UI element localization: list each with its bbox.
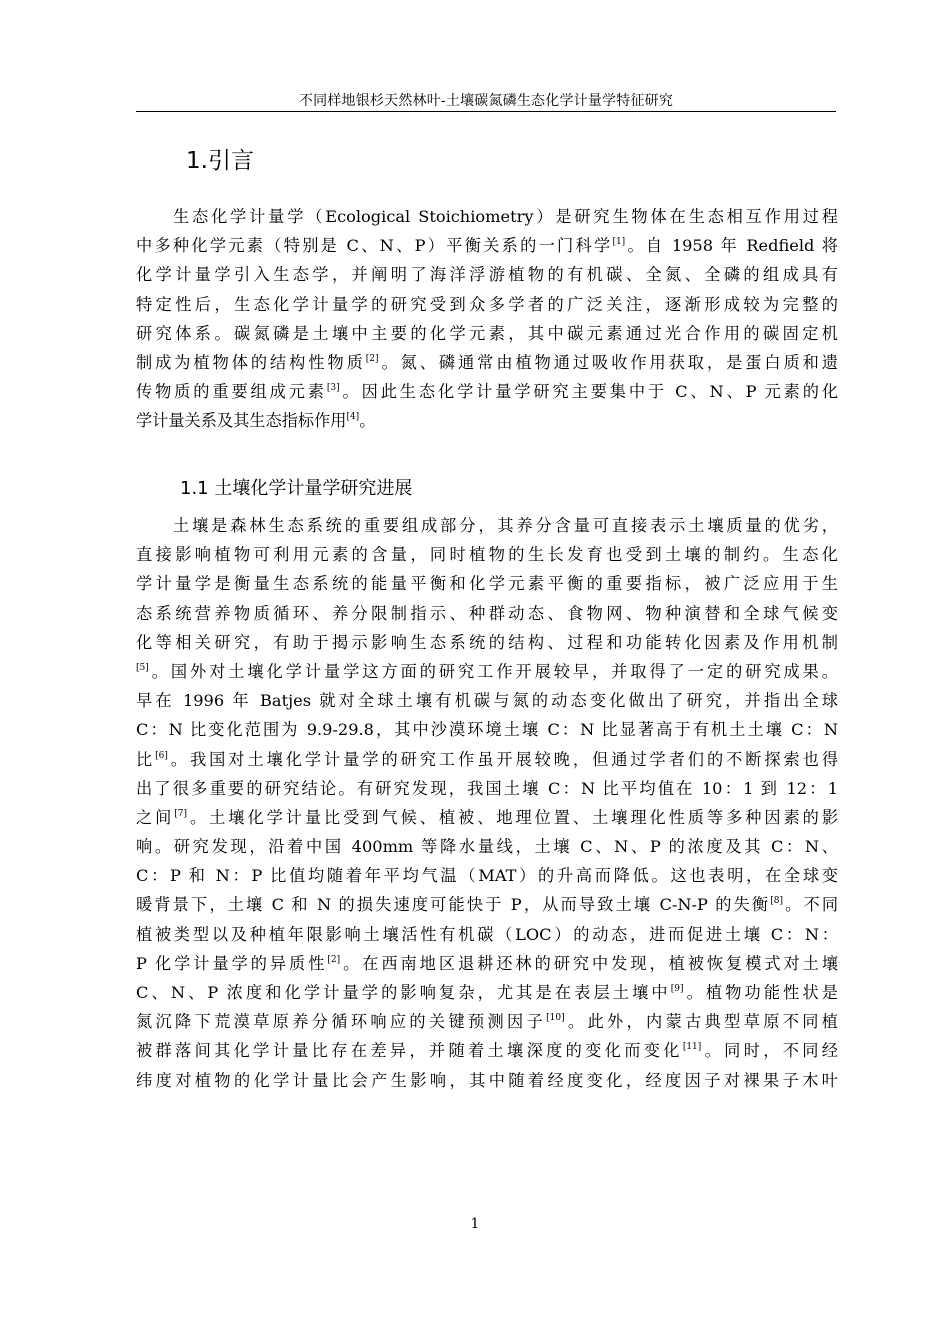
text-line: 响。研究发现，沿着中国 400mm 等降水量线，土壤 C、N、P 的浓度及其 C：N、 bbox=[136, 837, 838, 857]
citation: [2] bbox=[327, 954, 341, 965]
text-line: 特定性后，生态化学计量学的研究受到众多学者的广泛关注，逐渐形成较为完整的 bbox=[136, 294, 838, 314]
text-line: C：P 和 N：P 比值均随着年平均气温（MAT）的升高而降低。这也表明，在全球变 bbox=[136, 866, 838, 886]
citation: [1] bbox=[612, 237, 626, 248]
text-line: 生态化学计量学（Ecological Stoichiometry）是研究生物体在生态相互作用过程 bbox=[173, 207, 838, 226]
paragraph-soil-stoichiometry bbox=[136, 511, 838, 1095]
citation: [10] bbox=[546, 1013, 565, 1024]
text-line: 暖背景下，土壤 C 和 N 的损失速度可能快于 P，从而导致土壤 C-N-P 的失衡[8]。不同 bbox=[136, 895, 838, 915]
paragraph-intro bbox=[136, 202, 838, 436]
text-line: 被群落间其化学计量比存在差异，并随着土壤深度的变化而变化[11]。同时，不同经 bbox=[136, 1041, 838, 1061]
text-line: 氮沉降下荒漠草原养分循环响应的关键预测因子[10]。此外，内蒙古典型草原不同植 bbox=[136, 1012, 838, 1032]
text-line: C：N 比变化范围为 9.9-29.8，其中沙漠环境土壤 C：N 比显著高于有机土土壤 C：N bbox=[136, 720, 838, 740]
text-line: 传物质的重要组成元素[3]。因此生态化学计量学研究主要集中于 C、N、P 元素的化 bbox=[136, 382, 838, 402]
text-line: 学计量学是衡量生态系统的能量平衡和化学元素平衡的重要指标，被广泛应用于生 bbox=[136, 574, 838, 594]
text-line: 植被类型以及种植年限影响土壤活性有机碳（LOC）的动态，进而促进土壤 C：N： bbox=[136, 924, 838, 944]
text-line: 学计量关系及其生态指标作用[4]。 bbox=[136, 411, 376, 431]
text-line: 土壤是森林生态系统的重要组成部分，其养分含量可直接表示土壤质量的优劣， bbox=[173, 516, 838, 535]
section-heading: 1.引言 bbox=[186, 148, 254, 174]
citation: [6] bbox=[155, 750, 168, 761]
citation: [8] bbox=[770, 896, 783, 907]
text-line: 研究体系。碳氮磷是土壤中主要的化学元素，其中碳元素通过光合作用的碳固定机 bbox=[136, 323, 838, 343]
text-line: 制成为植物体的结构性物质[2]。氮、磷通常由植物通过吸收作用获取，是蛋白质和遗 bbox=[136, 352, 838, 372]
text-line: 比[6]。我国对土壤化学计量学的研究工作虽开展较晚，但通过学者们的不断探索也得 bbox=[136, 749, 838, 769]
text-line: [5]。国外对土壤化学计量学这方面的研究工作开展较早，并取得了一定的研究成果。 bbox=[136, 661, 838, 681]
text-line: 早在 1996 年 Batjes 就对全球土壤有机碳与氮的动态变化做出了研究，并指出全球 bbox=[136, 691, 838, 711]
text-line: 态系统营养物质循环、养分限制指示、种群动态、食物网、物种演替和全球气候变 bbox=[136, 603, 838, 623]
text-line: 化学计量学引入生态学，并阐明了海洋浮游植物的有机碳、全氮、全磷的组成具有 bbox=[136, 265, 838, 285]
citation: [11] bbox=[682, 1042, 702, 1053]
citation: [4] bbox=[346, 412, 360, 423]
text-line: 出了很多重要的研究结论。有研究发现，我国土壤 C：N 比平均值在 10：1 到 12：1 bbox=[136, 778, 838, 798]
running-header: 不同样地银杉天然林叶-土壤碳氮磷生态化学计量学特征研究 bbox=[298, 93, 674, 109]
subsection-heading: 1.1 土壤化学计量学研究进展 bbox=[180, 478, 413, 499]
text-line: 直接影响植物可利用元素的含量，同时植物的生长发育也受到土壤的制约。生态化 bbox=[136, 545, 838, 565]
citation: [3] bbox=[326, 383, 340, 394]
citation: [7] bbox=[174, 808, 188, 819]
header-rule bbox=[136, 111, 836, 112]
citation: [9] bbox=[670, 984, 684, 994]
text-line: 中多种化学元素（特别是 C、N、P）平衡关系的一门科学[1]。自 1958 年 Redfield 将 bbox=[136, 236, 838, 256]
page-number: 1 bbox=[470, 1216, 480, 1232]
text-line: 纬度对植物的化学计量比会产生影响，其中随着经度变化，经度因子对裸果子木叶 bbox=[136, 1070, 838, 1090]
text-line: 化等相关研究，有助于揭示影响生态系统的结构、过程和功能转化因素及作用机制 bbox=[136, 632, 838, 652]
text-line: C、N、P 浓度和化学计量学的影响复杂，尤其是在表层土壤中[9]。植物功能性状是 bbox=[136, 983, 838, 1002]
citation: [5] bbox=[136, 662, 149, 673]
text-line: P 化学计量学的异质性[2]。在西南地区退耕还林的研究中发现，植被恢复模式对土壤 bbox=[136, 953, 838, 973]
citation: [2] bbox=[365, 353, 379, 364]
text-line: 之间[7]。土壤化学计量比受到气候、植被、地理位置、土壤理化性质等多种因素的影 bbox=[136, 807, 838, 827]
